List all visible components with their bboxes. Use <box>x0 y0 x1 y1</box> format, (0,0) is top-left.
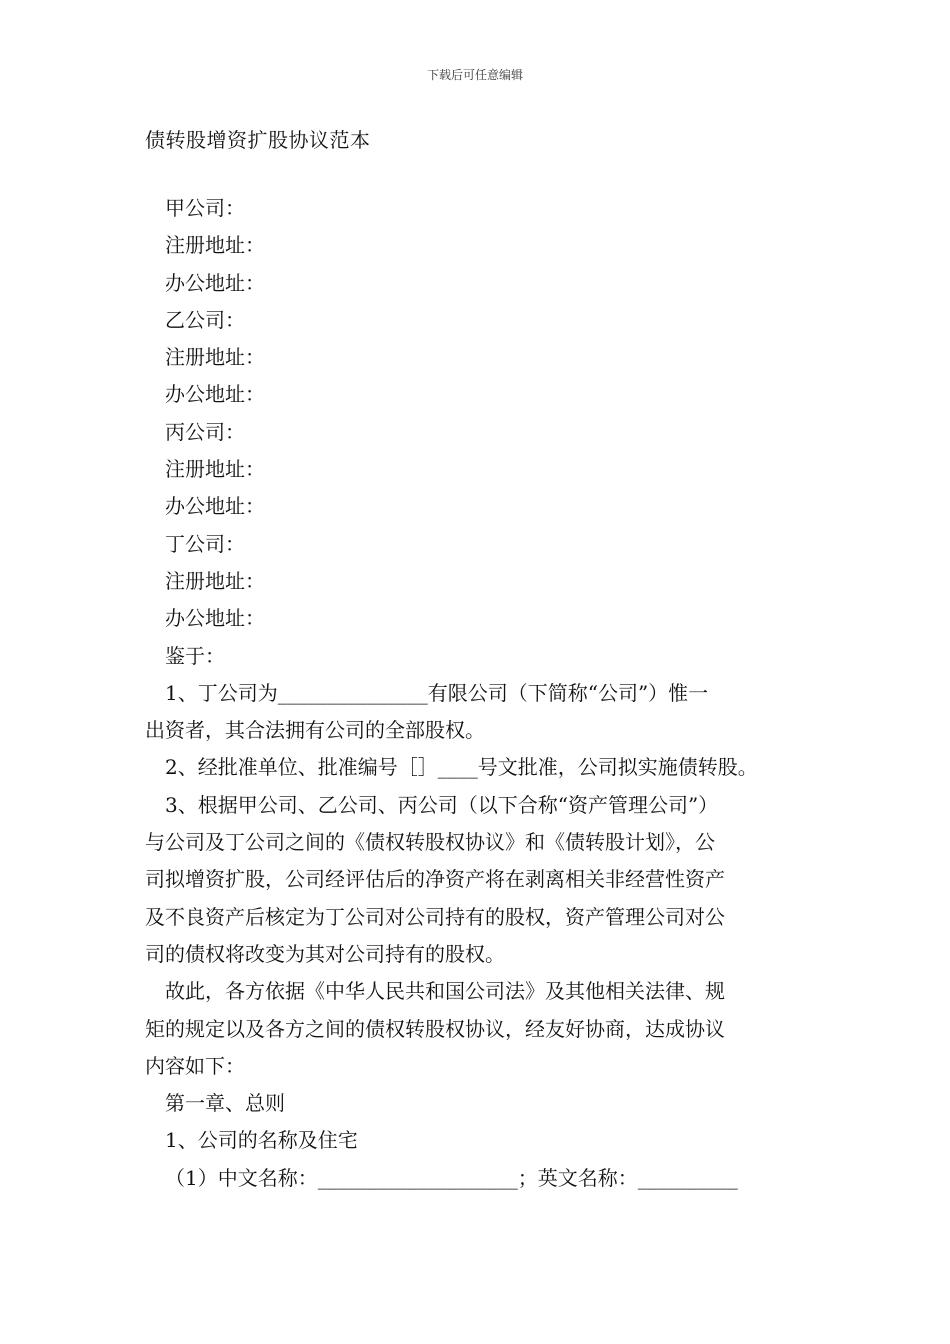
recital-3-line-1: 3、根据甲公司、乙公司、丙公司（以下合称“资产管理公司”） <box>165 792 719 817</box>
document-body <box>145 190 810 1197</box>
party-b-office-address: 办公地址： <box>165 382 265 407</box>
whereas-label: 鉴于： <box>165 643 225 668</box>
party-d-office-address: 办公地址： <box>165 606 265 631</box>
recital-3-line-3: 司拟增资扩股，公司经评估后的净资产将在剥离相关非经营性资产 <box>145 867 725 892</box>
chapter-1-heading: 第一章、总则 <box>165 1091 285 1116</box>
party-c-registered-address: 注册地址： <box>165 457 265 482</box>
conclusion-line-3: 内容如下： <box>145 1053 245 1078</box>
recital-2: 2、经批准单位、批准编号［］____号文批准，公司拟实施债转股。 <box>165 755 758 780</box>
party-a-label: 甲公司： <box>165 196 245 220</box>
party-b-label: 乙公司： <box>165 307 245 332</box>
recital-1-line-2: 出资者，其合法拥有公司的全部股权。 <box>145 718 485 743</box>
recital-1-line-1: 1、丁公司为_______________有限公司（下简称“公司”）惟一 <box>165 680 709 705</box>
recital-3-line-4: 及不良资产后核定为丁公司对公司持有的股权，资产管理公司对公 <box>145 904 725 929</box>
conclusion-line-2: 矩的规定以及各方之间的债权转股权协议，经友好协商，达成协议 <box>145 1016 725 1041</box>
conclusion-line-1: 故此，各方依据《中华人民共和国公司法》及其他相关法律、规 <box>165 979 725 1004</box>
chapter-1-item-1-sub-1: （1）中文名称：____________________；英文名称：__________ <box>165 1165 738 1190</box>
party-d-label: 丁公司： <box>165 531 245 556</box>
header-note: 下载后可任意编辑 <box>426 68 523 82</box>
party-d-registered-address: 注册地址： <box>165 568 265 593</box>
party-b-registered-address: 注册地址： <box>165 345 265 370</box>
party-a-office-address: 办公地址： <box>165 270 265 295</box>
party-c-office-address: 办公地址： <box>165 494 265 519</box>
recital-3-line-2: 与公司及丁公司之间的《债权转股权协议》和《债转股计划》，公 <box>145 830 715 855</box>
document-title: 债转股增资扩股协议范本 <box>145 128 371 152</box>
party-a-registered-address: 注册地址： <box>165 233 265 258</box>
recital-3-line-5: 司的债权将改变为其对公司持有的股权。 <box>145 941 505 966</box>
chapter-1-item-1: 1、公司的名称及住宅 <box>165 1128 358 1153</box>
party-c-label: 丙公司： <box>165 419 245 444</box>
